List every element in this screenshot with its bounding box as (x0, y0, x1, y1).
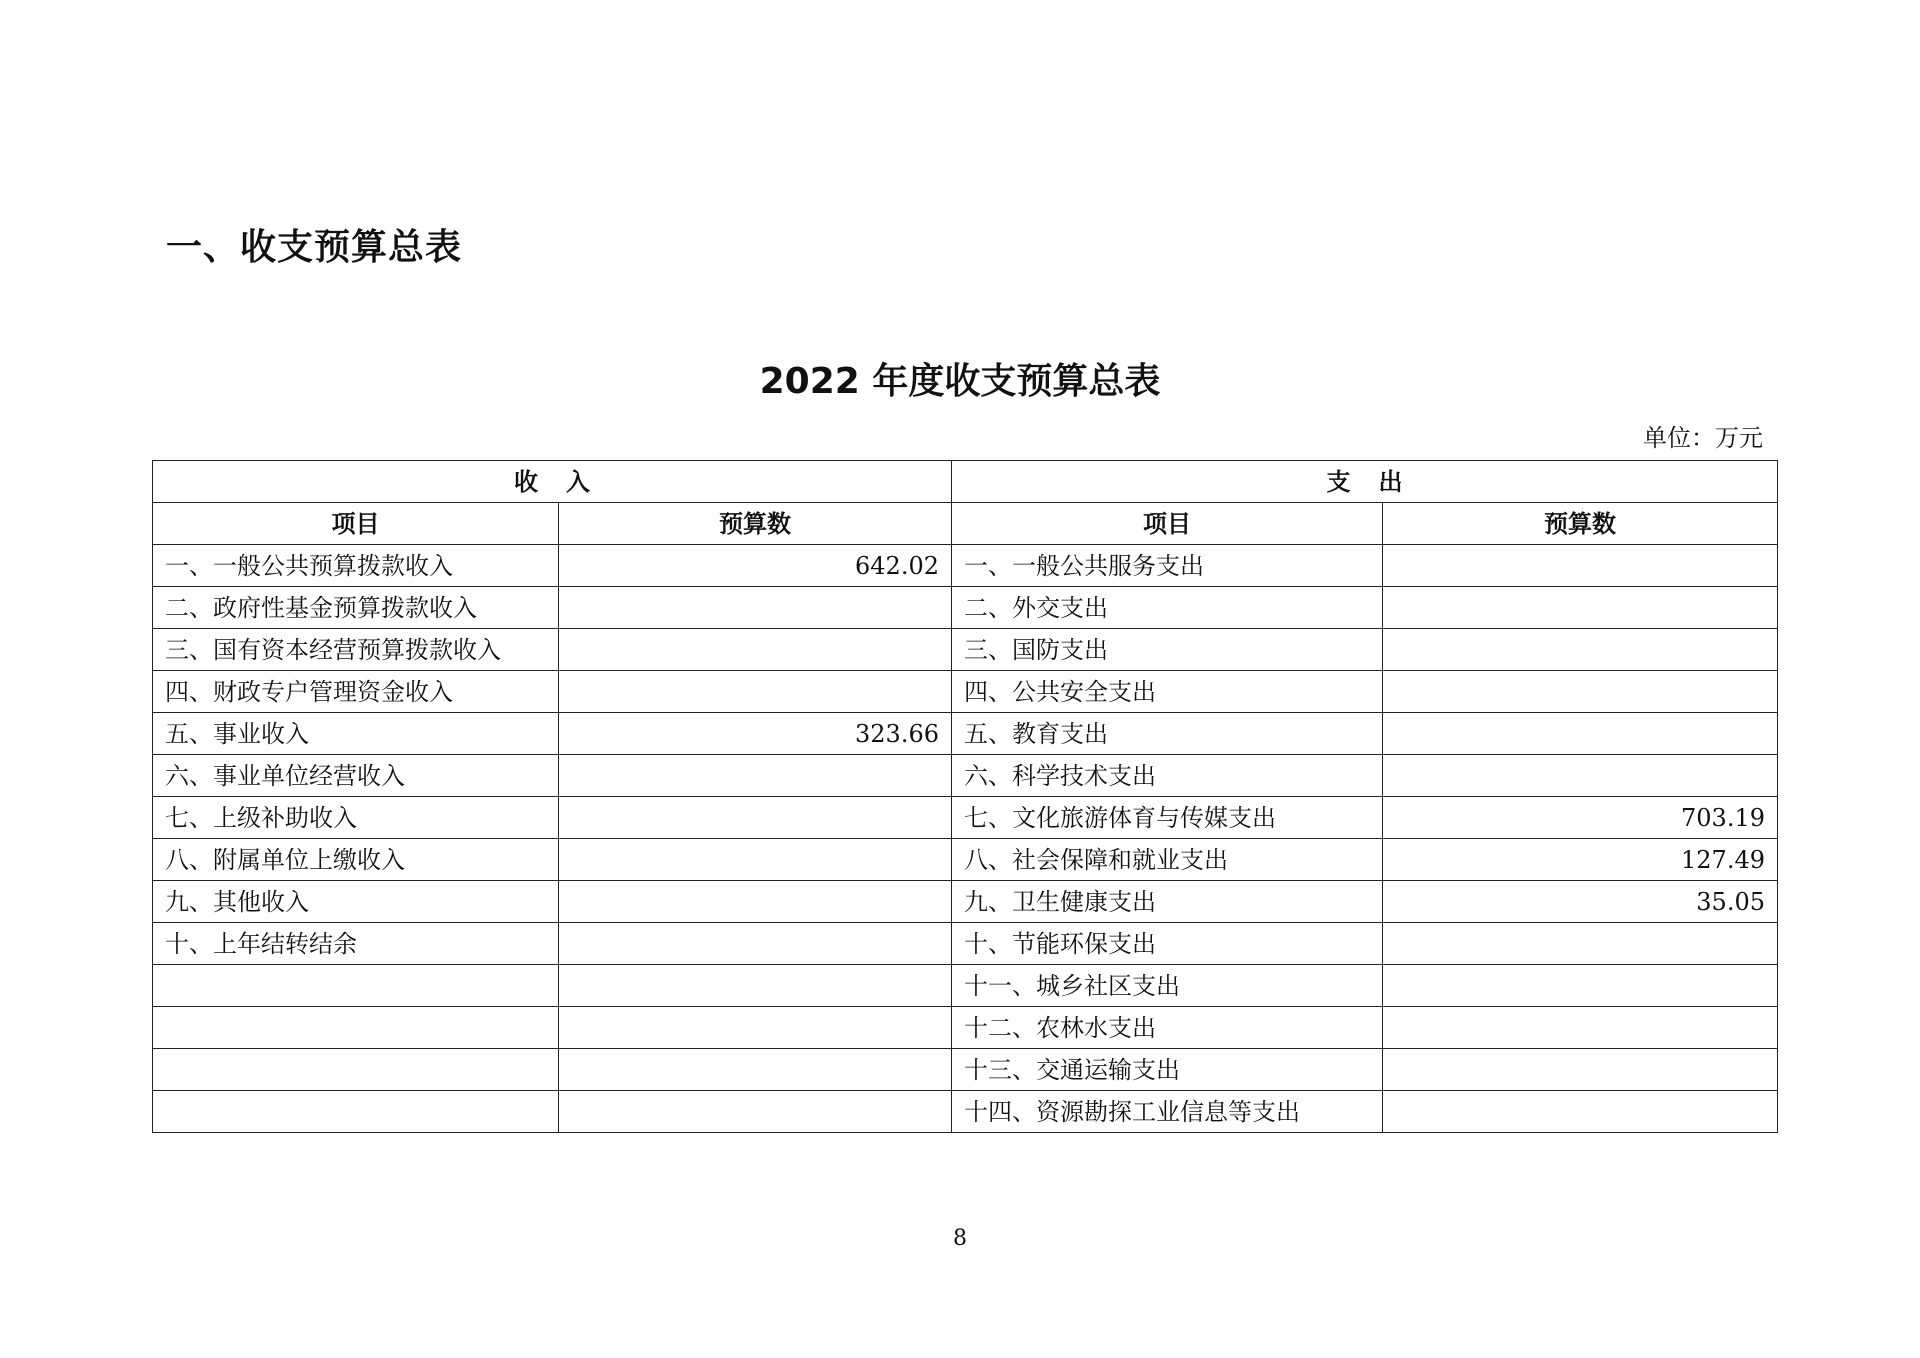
expense-value-cell (1383, 587, 1778, 629)
expense-value-cell (1383, 1049, 1778, 1091)
expense-item-cell: 十二、农林水支出 (952, 1007, 1383, 1049)
income-item-cell: 四、财政专户管理资金收入 (153, 671, 559, 713)
income-value-cell (559, 923, 952, 965)
income-value-cell (559, 881, 952, 923)
income-item-cell: 八、附属单位上缴收入 (153, 839, 559, 881)
expense-group-header: 支出 (952, 461, 1778, 503)
income-item-cell: 二、政府性基金预算拨款收入 (153, 587, 559, 629)
income-value-cell (559, 1007, 952, 1049)
expense-item-cell: 三、国防支出 (952, 629, 1383, 671)
income-item-cell: 十、上年结转结余 (153, 923, 559, 965)
budget-table-body (153, 545, 1778, 1133)
expense-value-cell (1383, 755, 1778, 797)
income-item-cell (153, 1049, 559, 1091)
table-row (153, 965, 1778, 1007)
expense-item-cell: 八、社会保障和就业支出 (952, 839, 1383, 881)
expense-item-cell: 四、公共安全支出 (952, 671, 1383, 713)
income-item-cell (153, 1091, 559, 1133)
expense-item-cell: 一、一般公共服务支出 (952, 545, 1383, 587)
table-row (153, 755, 1778, 797)
table-row (153, 839, 1778, 881)
income-value-cell: 323.66 (559, 713, 952, 755)
expense-item-cell: 七、文化旅游体育与传媒支出 (952, 797, 1383, 839)
table-row (153, 671, 1778, 713)
expense-value-cell (1383, 1007, 1778, 1049)
table-row (153, 1049, 1778, 1091)
table-title: 2022 年度收支预算总表 (759, 361, 1161, 402)
table-row (153, 545, 1778, 587)
expense-item-cell: 五、教育支出 (952, 713, 1383, 755)
expense-value-cell (1383, 713, 1778, 755)
expense-item-cell: 九、卫生健康支出 (952, 881, 1383, 923)
income-value-cell (559, 587, 952, 629)
income-value-cell (559, 1091, 952, 1133)
income-item-header: 项目 (153, 503, 559, 545)
expense-item-cell: 二、外交支出 (952, 587, 1383, 629)
expense-value-cell: 35.05 (1383, 881, 1778, 923)
expense-value-cell (1383, 671, 1778, 713)
income-item-cell (153, 1007, 559, 1049)
income-value-cell (559, 797, 952, 839)
expense-item-cell: 十一、城乡社区支出 (952, 965, 1383, 1007)
column-header-row (153, 503, 1778, 545)
expense-item-cell: 十四、资源勘探工业信息等支出 (952, 1091, 1383, 1133)
income-value-cell (559, 839, 952, 881)
income-value-cell (559, 755, 952, 797)
table-row (153, 629, 1778, 671)
income-item-cell: 一、一般公共预算拨款收入 (153, 545, 559, 587)
table-row (153, 881, 1778, 923)
income-group-header: 收入 (153, 461, 952, 503)
income-value-cell (559, 629, 952, 671)
income-value-cell (559, 1049, 952, 1091)
income-item-cell: 三、国有资本经营预算拨款收入 (153, 629, 559, 671)
expense-value-cell (1383, 629, 1778, 671)
income-value-cell (559, 965, 952, 1007)
expense-item-header: 项目 (952, 503, 1383, 545)
expense-value-cell: 703.19 (1383, 797, 1778, 839)
table-row (153, 923, 1778, 965)
section-heading: 一、收支预算总表 (166, 227, 463, 268)
expense-item-cell: 六、科学技术支出 (952, 755, 1383, 797)
unit-note: 单位：万元 (1643, 424, 1763, 452)
expense-budget-header: 预算数 (1383, 503, 1778, 545)
income-item-cell: 六、事业单位经营收入 (153, 755, 559, 797)
table-row (153, 713, 1778, 755)
expense-value-cell: 127.49 (1383, 839, 1778, 881)
income-item-cell: 七、上级补助收入 (153, 797, 559, 839)
page-number: 8 (953, 1226, 967, 1251)
expense-value-cell (1383, 965, 1778, 1007)
table-row (153, 797, 1778, 839)
group-header-row (153, 461, 1778, 503)
expense-item-cell: 十、节能环保支出 (952, 923, 1383, 965)
expense-item-cell: 十三、交通运输支出 (952, 1049, 1383, 1091)
table-row (153, 1007, 1778, 1049)
income-value-cell: 642.02 (559, 545, 952, 587)
income-item-cell (153, 965, 559, 1007)
budget-summary-table (152, 460, 1778, 1133)
expense-value-cell (1383, 923, 1778, 965)
table-row (153, 1091, 1778, 1133)
income-budget-header: 预算数 (559, 503, 952, 545)
income-value-cell (559, 671, 952, 713)
expense-value-cell (1383, 1091, 1778, 1133)
income-item-cell: 九、其他收入 (153, 881, 559, 923)
expense-value-cell (1383, 545, 1778, 587)
income-item-cell: 五、事业收入 (153, 713, 559, 755)
table-row (153, 587, 1778, 629)
